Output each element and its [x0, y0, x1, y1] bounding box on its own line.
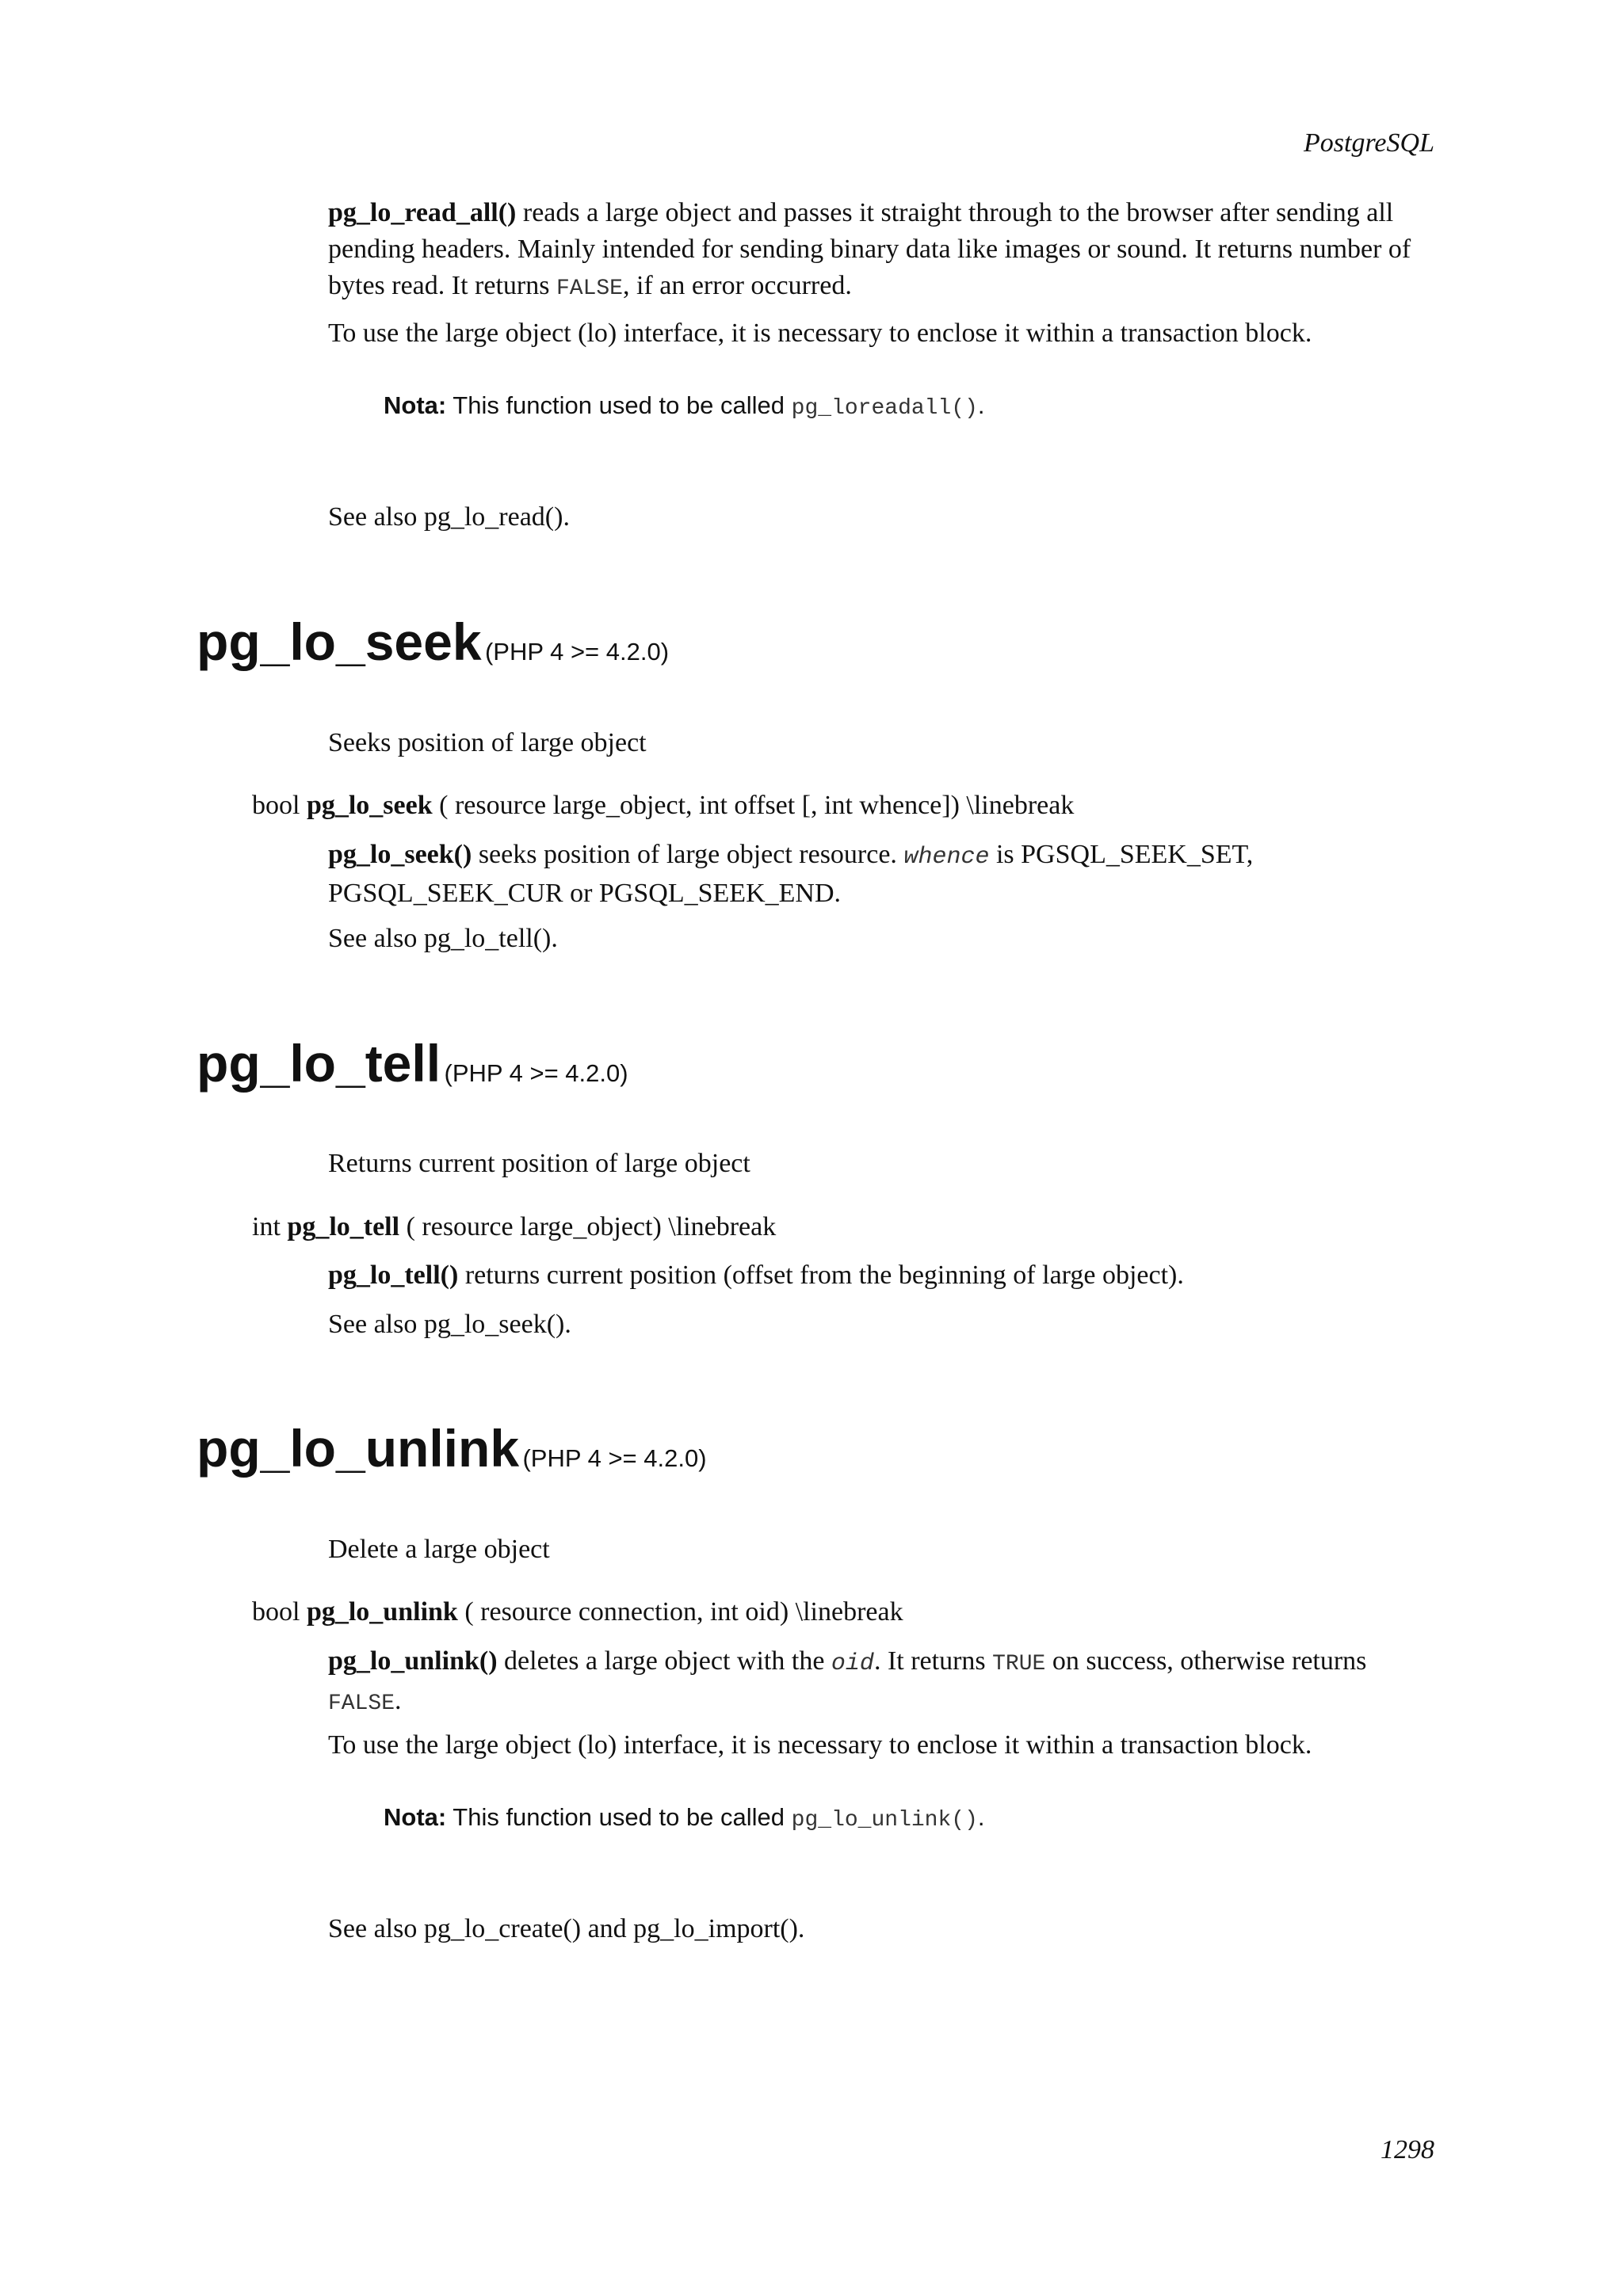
nota-end: .	[977, 1803, 985, 1831]
description-text: is PGSQL_SEEK_SET, PGSQL_SEEK_CUR or PGSQL_SEEK_END.	[328, 840, 1254, 908]
running-header: PostgreSQL	[1304, 128, 1434, 158]
section-heading-pg-lo-seek	[197, 612, 669, 672]
heading-title: pg_lo_unlink	[197, 1419, 520, 1478]
synopsis-name: pg_lo_seek	[306, 791, 433, 820]
parameter-whence: whence	[903, 844, 990, 871]
unlink-purpose: Delete a large object	[328, 1535, 550, 1564]
page-number: 1298	[1381, 2135, 1434, 2164]
nota-label: Nota:	[384, 1803, 447, 1831]
unlink-nota	[384, 1802, 985, 1836]
constant-false: FALSE	[556, 277, 623, 301]
read-all-nota	[384, 390, 985, 425]
heading-title: pg_lo_tell	[197, 1034, 441, 1093]
description-text: reads a large object and passes it straight through to the browser after sending all pending headers. Mainly intended for sending binary data like images or sound. It returns number of bytes read. It returns	[328, 198, 1411, 300]
heading-version: (PHP 4 >= 4.2.0)	[484, 638, 670, 666]
tell-see-also: See also pg_lo_seek().	[328, 1310, 571, 1339]
nota-label: Nota:	[384, 391, 447, 419]
description-text: on success, otherwise returns	[1045, 1646, 1367, 1676]
description-text: , if an error occurred.	[622, 271, 852, 300]
section-heading-pg-lo-unlink	[197, 1418, 707, 1478]
tell-purpose: Returns current position of large object	[328, 1149, 750, 1178]
seek-description	[328, 837, 1434, 912]
synopsis-args: ( resource connection, int oid) \linebreak	[457, 1597, 903, 1627]
synopsis-name: pg_lo_unlink	[306, 1597, 458, 1627]
nota-code: pg_loreadall()	[791, 396, 978, 421]
synopsis-type: int	[252, 1212, 288, 1241]
parameter-oid: oid	[831, 1650, 874, 1677]
description-text: deletes a large object with the	[497, 1646, 831, 1676]
seek-synopsis	[252, 788, 1074, 824]
nota-code: pg_lo_unlink()	[791, 1808, 978, 1833]
function-name: pg_lo_tell()	[328, 1261, 459, 1290]
section-heading-pg-lo-tell	[197, 1033, 628, 1093]
constant-true: TRUE	[992, 1652, 1046, 1676]
seek-purpose: Seeks position of large object	[328, 728, 647, 757]
heading-version: (PHP 4 >= 4.2.0)	[444, 1059, 628, 1087]
unlink-synopsis	[252, 1594, 903, 1630]
read-all-transaction-note: To use the large object (lo) interface, it is necessary to enclose it within a transaction block.	[328, 318, 1312, 348]
tell-description	[328, 1257, 1434, 1294]
tell-synopsis	[252, 1209, 776, 1245]
constant-false: FALSE	[328, 1691, 395, 1716]
description-text: . It returns	[873, 1646, 993, 1676]
read-all-description	[328, 195, 1434, 307]
synopsis-type: bool	[252, 791, 307, 820]
seek-see-also: See also pg_lo_tell().	[328, 924, 558, 953]
heading-version: (PHP 4 >= 4.2.0)	[522, 1444, 707, 1472]
synopsis-args: ( resource large_object, int offset [, int whence]) \linebreak	[432, 791, 1075, 820]
synopsis-name: pg_lo_tell	[287, 1212, 400, 1241]
unlink-transaction-note: To use the large object (lo) interface, it is necessary to enclose it within a transaction block.	[328, 1730, 1312, 1760]
heading-title: pg_lo_seek	[197, 612, 482, 671]
description-text: seeks position of large object resource.	[472, 840, 904, 869]
function-name: pg_lo_unlink()	[328, 1646, 498, 1676]
function-name: pg_lo_read_all()	[328, 198, 517, 227]
nota-text: This function used to be called	[446, 1803, 792, 1831]
read-all-see-also: See also pg_lo_read().	[328, 502, 570, 532]
description-text: .	[395, 1686, 402, 1715]
unlink-see-also: See also pg_lo_create() and pg_lo_import().	[328, 1914, 805, 1943]
synopsis-type: bool	[252, 1597, 307, 1627]
synopsis-args: ( resource large_object) \linebreak	[399, 1212, 777, 1241]
nota-text: This function used to be called	[446, 391, 792, 419]
unlink-description	[328, 1643, 1434, 1722]
function-name: pg_lo_seek()	[328, 840, 472, 869]
nota-end: .	[977, 391, 985, 419]
description-text: returns current position (offset from the beginning of large object).	[458, 1261, 1184, 1290]
